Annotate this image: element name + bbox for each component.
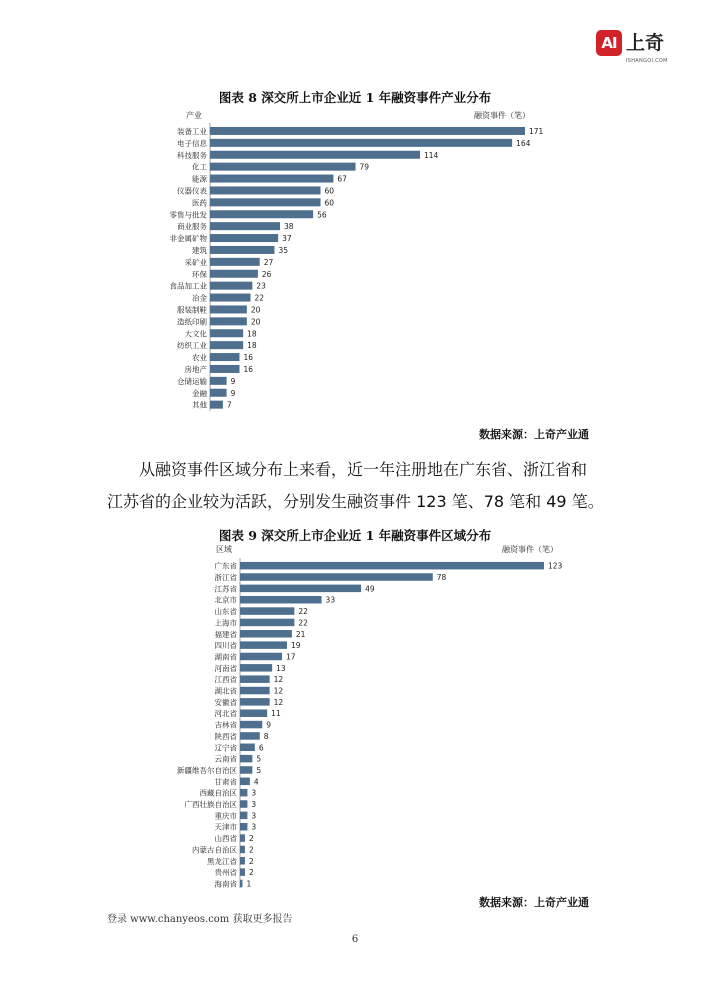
category-label: 云南省 xyxy=(214,754,237,764)
data-label: 2 xyxy=(248,856,254,866)
data-label: 12 xyxy=(273,697,284,707)
data-label: 17 xyxy=(286,652,296,662)
category-label: 安徽省 xyxy=(214,697,237,707)
category-label: 山西省 xyxy=(214,834,237,844)
category-label: 福建省 xyxy=(214,629,237,639)
bar xyxy=(210,294,251,302)
category-label: 商业服务 xyxy=(177,222,207,232)
bar xyxy=(210,258,260,266)
category-label: 医药 xyxy=(192,198,207,208)
category-label: 广东省 xyxy=(214,561,237,571)
data-label: 49 xyxy=(365,584,375,594)
bar xyxy=(240,766,252,774)
data-label: 18 xyxy=(247,341,257,351)
body-paragraph xyxy=(107,454,627,518)
data-label: 60 xyxy=(324,186,335,196)
data-label: 5 xyxy=(256,754,262,764)
data-label: 23 xyxy=(256,281,266,291)
bar xyxy=(210,198,321,206)
data-label: 18 xyxy=(247,329,257,339)
bar xyxy=(240,573,433,581)
bar xyxy=(240,744,255,752)
category-label: 食品加工业 xyxy=(169,281,207,291)
category-label: 上海市 xyxy=(214,618,237,628)
category-label: 采矿业 xyxy=(184,257,207,267)
bar xyxy=(210,186,321,194)
data-label: 2 xyxy=(248,845,254,855)
data-label: 12 xyxy=(273,686,284,696)
x-axis-label: 融资事件（笔） xyxy=(474,111,530,120)
bar xyxy=(240,755,252,763)
category-label: 重庆市 xyxy=(214,811,237,821)
category-label: 服装制鞋 xyxy=(177,305,207,315)
bar xyxy=(240,607,294,615)
category-label: 金融 xyxy=(192,388,207,398)
data-label: 9 xyxy=(230,376,236,386)
category-label: 其他 xyxy=(192,400,207,410)
category-label: 吉林省 xyxy=(214,720,237,730)
bar xyxy=(240,800,247,808)
category-label: 浙江省 xyxy=(214,573,237,583)
data-label: 3 xyxy=(251,811,257,821)
bar xyxy=(240,641,287,649)
category-label: 农业 xyxy=(192,353,207,363)
data-label: 21 xyxy=(295,629,306,639)
figure-9-title: 图表 9 深交所上市企业近 1 年融资事件区域分布 xyxy=(218,528,492,543)
logo-name: 上奇 xyxy=(626,32,665,54)
data-label: 123 xyxy=(548,561,563,571)
data-label: 22 xyxy=(298,607,308,617)
category-label: 造纸印刷 xyxy=(177,317,207,327)
bar xyxy=(210,222,280,230)
bar xyxy=(240,789,247,797)
category-label: 仪器仪表 xyxy=(177,186,207,196)
data-label: 20 xyxy=(250,317,261,327)
data-label: 19 xyxy=(290,641,301,651)
category-label: 湖北省 xyxy=(214,686,237,696)
data-label: 27 xyxy=(263,257,274,267)
bar xyxy=(240,721,262,729)
data-label: 6 xyxy=(258,743,264,753)
category-label: 河北省 xyxy=(214,709,237,719)
category-label: 广西壮族自治区 xyxy=(184,800,237,810)
bar xyxy=(210,246,274,254)
bar xyxy=(240,664,272,672)
category-label: 科技服务 xyxy=(177,150,207,160)
data-label: 3 xyxy=(251,800,257,810)
data-label: 9 xyxy=(266,720,272,730)
bar xyxy=(240,834,245,842)
bar xyxy=(240,698,270,706)
data-label: 33 xyxy=(325,595,336,605)
data-label: 37 xyxy=(282,234,292,244)
category-label: 仓储运输 xyxy=(177,376,207,386)
data-label: 171 xyxy=(529,126,544,136)
bar xyxy=(240,596,322,604)
category-label: 辽宁省 xyxy=(214,743,237,753)
bar xyxy=(210,234,278,242)
bar xyxy=(240,846,245,854)
data-label: 11 xyxy=(271,709,281,719)
bar xyxy=(210,401,223,409)
figure-8-source: 数据来源：上奇产业通 xyxy=(479,428,589,441)
category-label: 贵州省 xyxy=(214,868,237,878)
bar xyxy=(210,305,247,313)
category-label: 电子信息 xyxy=(177,138,207,148)
category-label: 江苏省 xyxy=(214,584,237,594)
bar xyxy=(240,732,260,740)
figure-8-title: 图表 8 深交所上市企业近 1 年融资事件产业分布 xyxy=(218,90,492,105)
bar xyxy=(210,175,333,183)
bar xyxy=(240,619,294,627)
chart-region-distribution xyxy=(160,540,580,888)
paragraph-line-1: 从融资事件区域分布上来看，近一年注册地在广东省、浙江省和 xyxy=(139,460,588,479)
category-label: 山东省 xyxy=(214,607,237,617)
bar xyxy=(240,709,267,717)
bar xyxy=(210,163,356,171)
bar xyxy=(210,341,243,349)
data-label: 22 xyxy=(298,618,308,628)
category-label: 冶金 xyxy=(192,293,207,303)
category-label: 海南省 xyxy=(214,879,237,888)
bar xyxy=(240,687,270,695)
data-label: 5 xyxy=(256,765,262,775)
category-label: 北京市 xyxy=(214,595,237,605)
category-label: 甘肃省 xyxy=(214,777,237,787)
category-label: 内蒙古自治区 xyxy=(192,845,237,855)
category-label: 纺织工业 xyxy=(177,341,207,351)
category-label: 大文化 xyxy=(184,329,207,339)
x-axis-label: 融资事件（笔） xyxy=(502,545,558,554)
data-label: 9 xyxy=(230,388,236,398)
bar xyxy=(210,365,239,373)
data-label: 16 xyxy=(243,353,254,363)
data-label: 1 xyxy=(246,879,252,888)
bar xyxy=(240,823,247,831)
category-label: 装备工业 xyxy=(177,126,207,136)
bar xyxy=(240,868,245,876)
bar xyxy=(210,317,247,325)
footer-text: 登录 www.chanyeos.com 获取更多报告 xyxy=(107,914,293,925)
data-label: 20 xyxy=(250,305,261,315)
chart-industry-distribution xyxy=(160,104,560,420)
category-label: 陕西省 xyxy=(214,731,237,741)
data-label: 16 xyxy=(243,364,254,374)
data-label: 13 xyxy=(276,663,286,673)
y-axis-label: 产业 xyxy=(186,111,202,120)
category-label: 能源 xyxy=(192,174,207,184)
brand-logo xyxy=(596,30,686,70)
data-label: 56 xyxy=(317,210,327,220)
category-label: 房地产 xyxy=(184,364,207,374)
data-label: 35 xyxy=(278,245,289,255)
data-label: 22 xyxy=(254,293,265,303)
bar xyxy=(240,778,250,786)
data-label: 164 xyxy=(516,138,531,148)
page-number: 6 xyxy=(351,934,359,945)
bar xyxy=(240,857,245,865)
category-label: 化工 xyxy=(192,162,207,172)
category-label: 江西省 xyxy=(214,675,237,685)
bar xyxy=(210,389,227,397)
bar xyxy=(240,675,270,683)
bar xyxy=(210,210,313,218)
bar xyxy=(240,880,242,888)
bar xyxy=(240,653,282,661)
bar xyxy=(240,630,292,638)
bar xyxy=(210,139,512,147)
data-label: 26 xyxy=(261,269,272,279)
paragraph-line-2: 江苏省的企业较为活跃，分别发生融资事件 123 笔、78 笔和 49 笔。 xyxy=(107,492,604,511)
logo-mark: AI xyxy=(596,30,622,56)
data-label: 38 xyxy=(284,222,294,232)
data-label: 3 xyxy=(251,788,257,798)
bar xyxy=(210,282,252,290)
data-label: 2 xyxy=(248,868,254,878)
data-label: 8 xyxy=(263,731,269,741)
bar xyxy=(210,353,239,361)
data-label: 4 xyxy=(253,777,259,787)
data-label: 7 xyxy=(226,400,232,410)
bar xyxy=(210,151,420,159)
category-label: 湖南省 xyxy=(214,652,237,662)
bar xyxy=(240,812,247,820)
logo-subtext: ISHANGQI.COM xyxy=(626,58,668,64)
data-label: 2 xyxy=(248,834,254,844)
data-label: 67 xyxy=(337,174,347,184)
figure-9-source: 数据来源：上奇产业通 xyxy=(479,896,589,909)
data-label: 79 xyxy=(359,162,370,172)
bar xyxy=(240,585,361,593)
category-label: 非金属矿物 xyxy=(169,234,207,244)
category-label: 零售与批发 xyxy=(169,210,207,220)
bar xyxy=(210,329,243,337)
category-label: 天津市 xyxy=(214,822,237,832)
category-label: 四川省 xyxy=(214,641,237,651)
category-label: 建筑 xyxy=(192,245,207,255)
bar xyxy=(210,377,227,385)
category-label: 新疆维吾尔自治区 xyxy=(177,765,237,775)
bar xyxy=(240,562,544,570)
y-axis-label: 区域 xyxy=(216,545,232,554)
data-label: 114 xyxy=(424,150,439,160)
category-label: 西藏自治区 xyxy=(199,788,237,798)
category-label: 环保 xyxy=(192,269,207,279)
category-label: 黑龙江省 xyxy=(207,856,237,866)
data-label: 12 xyxy=(273,675,284,685)
data-label: 3 xyxy=(251,822,257,832)
data-label: 78 xyxy=(436,573,447,583)
data-label: 60 xyxy=(324,198,335,208)
bar xyxy=(210,270,258,278)
bar xyxy=(210,127,525,135)
category-label: 河南省 xyxy=(214,663,237,673)
